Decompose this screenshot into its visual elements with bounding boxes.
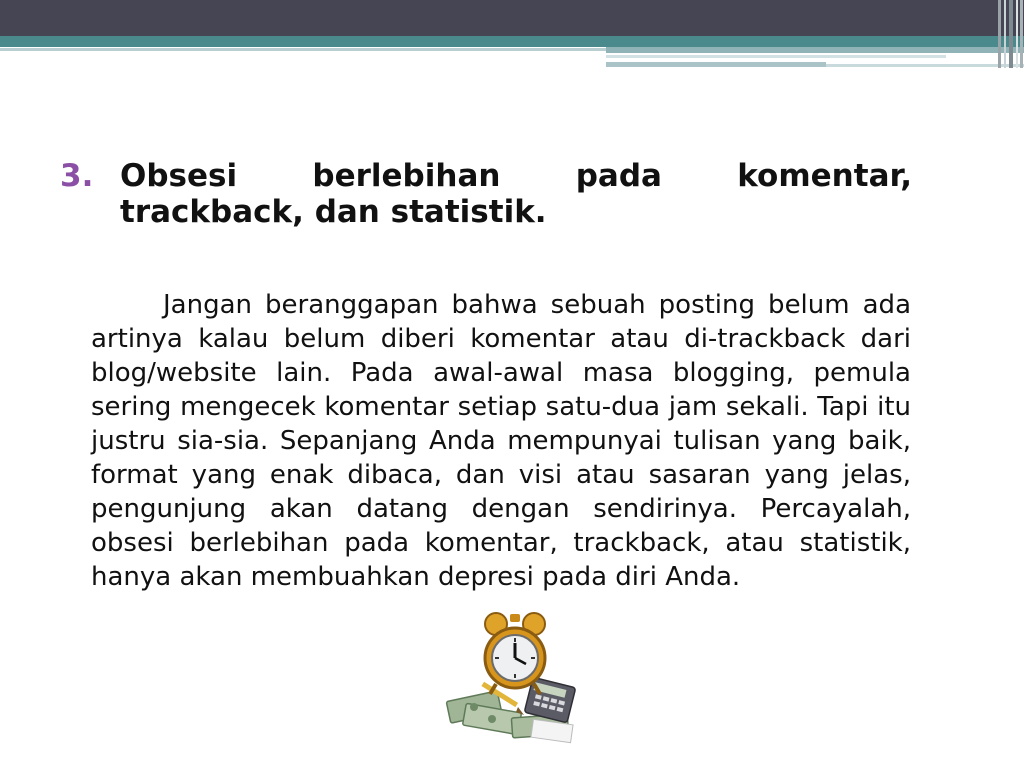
header-band (0, 0, 1024, 36)
slide-content (60, 158, 912, 620)
header-stripe (606, 47, 1024, 53)
alarm-clock-calculator-money-icon (440, 612, 590, 746)
header-stripe (826, 64, 1024, 67)
header-accent-band (0, 36, 1024, 47)
list-item-heading (60, 158, 912, 230)
slide-heading: Obsesi berlebihan pada komentar, trackback, dan statistik. (120, 158, 912, 230)
header-stripe (606, 55, 946, 58)
list-number: 3. (60, 158, 94, 194)
header-stripe (0, 48, 606, 51)
body-paragraph: Jangan beranggapan bahwa sebuah posting belum ada artinya kalau belum diberi komentar atau di-trackback dari blog/website lain. Pada awal-awal masa blogging, pemula sering mengecek komentar setiap satu-dua jam sekali. Tapi itu justru sia-sia. Sepanjang Anda mempunyai tulisan yang baik, format yang enak dibaca, dan visi atau sasaran yang jelas, pengunjung akan datang dengan sendirinya. Percayalah, obsesi berlebihan pada komentar, trackback, atau statistik, hanya akan membuahkan depresi pada diri Anda. (91, 290, 911, 592)
header-stripe (606, 62, 826, 67)
header-corner-stripes (996, 0, 1024, 68)
